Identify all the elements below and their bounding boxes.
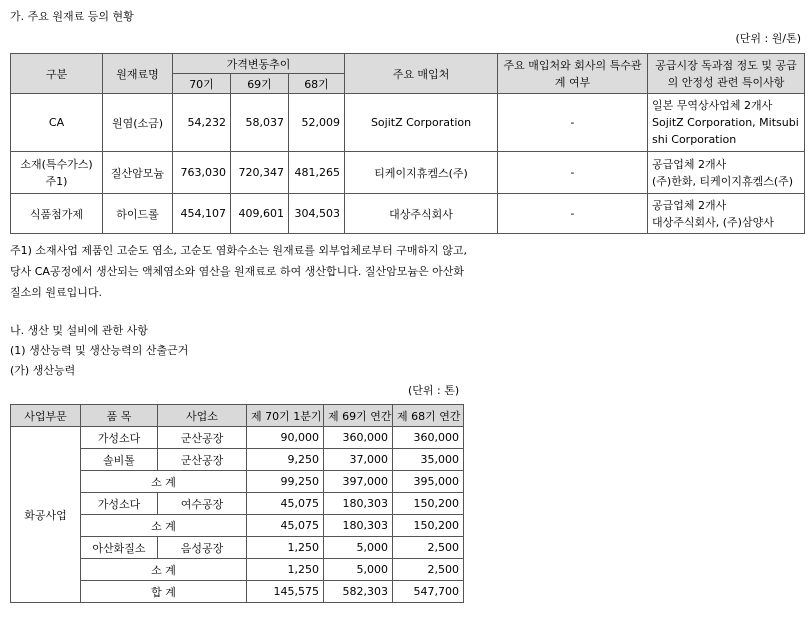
y69-cell: 397,000 bbox=[324, 471, 393, 493]
relation-cell: - bbox=[498, 152, 648, 194]
market-cell: 공급업체 2개사 대상주식회사, (주)삼양사 bbox=[648, 194, 805, 234]
table-row bbox=[11, 152, 805, 194]
y68-cell: 2,500 bbox=[393, 537, 464, 559]
category-cell: 소재(특수가스) 주1) bbox=[11, 152, 103, 194]
header-division: 사업부문 bbox=[11, 405, 81, 427]
site-cell: 군산공장 bbox=[158, 449, 247, 471]
section-ga-title: 가. 주요 원재료 등의 현황 bbox=[10, 10, 134, 23]
y68-cell: 360,000 bbox=[393, 427, 464, 449]
relation-cell: - bbox=[498, 94, 648, 152]
q70-cell: 45,075 bbox=[247, 515, 324, 537]
header-item: 품 목 bbox=[81, 405, 158, 427]
header-market: 공급시장 독과점 정도 및 공급의 안정성 관련 특이사항 bbox=[648, 54, 805, 94]
q70-cell: 45,075 bbox=[247, 493, 324, 515]
y69-cell: 37,000 bbox=[324, 449, 393, 471]
price-69-cell: 58,037 bbox=[231, 94, 289, 152]
price-69-cell: 720,347 bbox=[231, 152, 289, 194]
y69-cell: 5,000 bbox=[324, 559, 393, 581]
q70-cell: 145,575 bbox=[247, 581, 324, 603]
subtotal-label: 소 계 bbox=[81, 559, 247, 581]
total-label: 합 계 bbox=[81, 581, 247, 603]
market-cell: 일본 무역상사업체 2개사 SojitZ Corporation, Mitsubishi Corporation bbox=[648, 94, 805, 152]
price-68-cell: 304,503 bbox=[289, 194, 345, 234]
y68-cell: 150,200 bbox=[393, 515, 464, 537]
header-period-68: 68기 bbox=[289, 74, 345, 94]
section-na-unit: (단위 : 톤) bbox=[408, 384, 460, 397]
header-period-70: 70기 bbox=[173, 74, 231, 94]
header-q70: 제 70기 1분기 bbox=[247, 405, 324, 427]
material-cell: 질산암모늄 bbox=[103, 152, 173, 194]
header-price-trend: 가격변동추이 bbox=[173, 54, 345, 74]
section-ga-unit: (단위 : 원/톤) bbox=[735, 32, 801, 45]
relation-cell: - bbox=[498, 194, 648, 234]
footnote: 주1) 소재사업 제품인 고순도 염소, 고순도 염화수소는 원재료를 외부업체로부터 구매하지 않고, 당사 CA공정에서 생산되는 액체염소와 염산을 원재료로 하여 생산합니다. 질산암모늄은 아산화질소의 원료입니다. bbox=[10, 244, 468, 299]
q70-cell: 99,250 bbox=[247, 471, 324, 493]
q70-cell: 1,250 bbox=[247, 537, 324, 559]
q70-cell: 90,000 bbox=[247, 427, 324, 449]
market-cell: 공급업체 2개사 (주)한화, 티케이지휴켐스(주) bbox=[648, 152, 805, 194]
y69-cell: 180,303 bbox=[324, 515, 393, 537]
subtotal-label: 소 계 bbox=[81, 515, 247, 537]
y69-cell: 582,303 bbox=[324, 581, 393, 603]
site-cell: 여수공장 bbox=[158, 493, 247, 515]
table-row bbox=[11, 94, 805, 152]
category-cell: CA bbox=[11, 94, 103, 152]
y69-cell: 180,303 bbox=[324, 493, 393, 515]
section-na-subtitle-1: (1) 생산능력 및 생산능력의 산출근거 bbox=[10, 344, 189, 357]
item-cell: 가성소다 bbox=[81, 493, 158, 515]
header-period-69: 69기 bbox=[231, 74, 289, 94]
y68-cell: 395,000 bbox=[393, 471, 464, 493]
section-na-subtitle-2: (가) 생산능력 bbox=[10, 364, 76, 377]
price-70-cell: 454,107 bbox=[173, 194, 231, 234]
supplier-cell: 티케이지휴켐스(주) bbox=[345, 152, 498, 194]
y69-cell: 5,000 bbox=[324, 537, 393, 559]
division-cell: 화공사업 bbox=[11, 427, 81, 603]
q70-cell: 1,250 bbox=[247, 559, 324, 581]
site-cell: 군산공장 bbox=[158, 427, 247, 449]
raw-materials-table bbox=[10, 53, 805, 234]
material-cell: 원염(소금) bbox=[103, 94, 173, 152]
supplier-cell: 대상주식회사 bbox=[345, 194, 498, 234]
item-cell: 가성소다 bbox=[81, 427, 158, 449]
price-70-cell: 54,232 bbox=[173, 94, 231, 152]
header-material: 원재료명 bbox=[103, 54, 173, 94]
section-na-title: 나. 생산 및 설비에 관한 사항 bbox=[10, 324, 148, 337]
capacity-table bbox=[10, 404, 464, 603]
subtotal-label: 소 계 bbox=[81, 471, 247, 493]
header-site: 사업소 bbox=[158, 405, 247, 427]
table-row bbox=[11, 194, 805, 234]
y68-cell: 547,700 bbox=[393, 581, 464, 603]
price-70-cell: 763,030 bbox=[173, 152, 231, 194]
header-y68: 제 68기 연간 bbox=[393, 405, 464, 427]
y68-cell: 35,000 bbox=[393, 449, 464, 471]
site-cell: 음성공장 bbox=[158, 537, 247, 559]
price-68-cell: 481,265 bbox=[289, 152, 345, 194]
item-cell: 아산화질소 bbox=[81, 537, 158, 559]
material-cell: 하이드롤 bbox=[103, 194, 173, 234]
y68-cell: 2,500 bbox=[393, 559, 464, 581]
header-relation: 주요 매입처와 회사의 특수관계 여부 bbox=[498, 54, 648, 94]
header-category: 구분 bbox=[11, 54, 103, 94]
header-y69: 제 69기 연간 bbox=[324, 405, 393, 427]
y69-cell: 360,000 bbox=[324, 427, 393, 449]
price-68-cell: 52,009 bbox=[289, 94, 345, 152]
item-cell: 솔비톨 bbox=[81, 449, 158, 471]
category-cell: 식품첨가제 bbox=[11, 194, 103, 234]
table-row bbox=[11, 427, 464, 449]
y68-cell: 150,200 bbox=[393, 493, 464, 515]
header-supplier: 주요 매입처 bbox=[345, 54, 498, 94]
price-69-cell: 409,601 bbox=[231, 194, 289, 234]
q70-cell: 9,250 bbox=[247, 449, 324, 471]
supplier-cell: SojitZ Corporation bbox=[345, 94, 498, 152]
